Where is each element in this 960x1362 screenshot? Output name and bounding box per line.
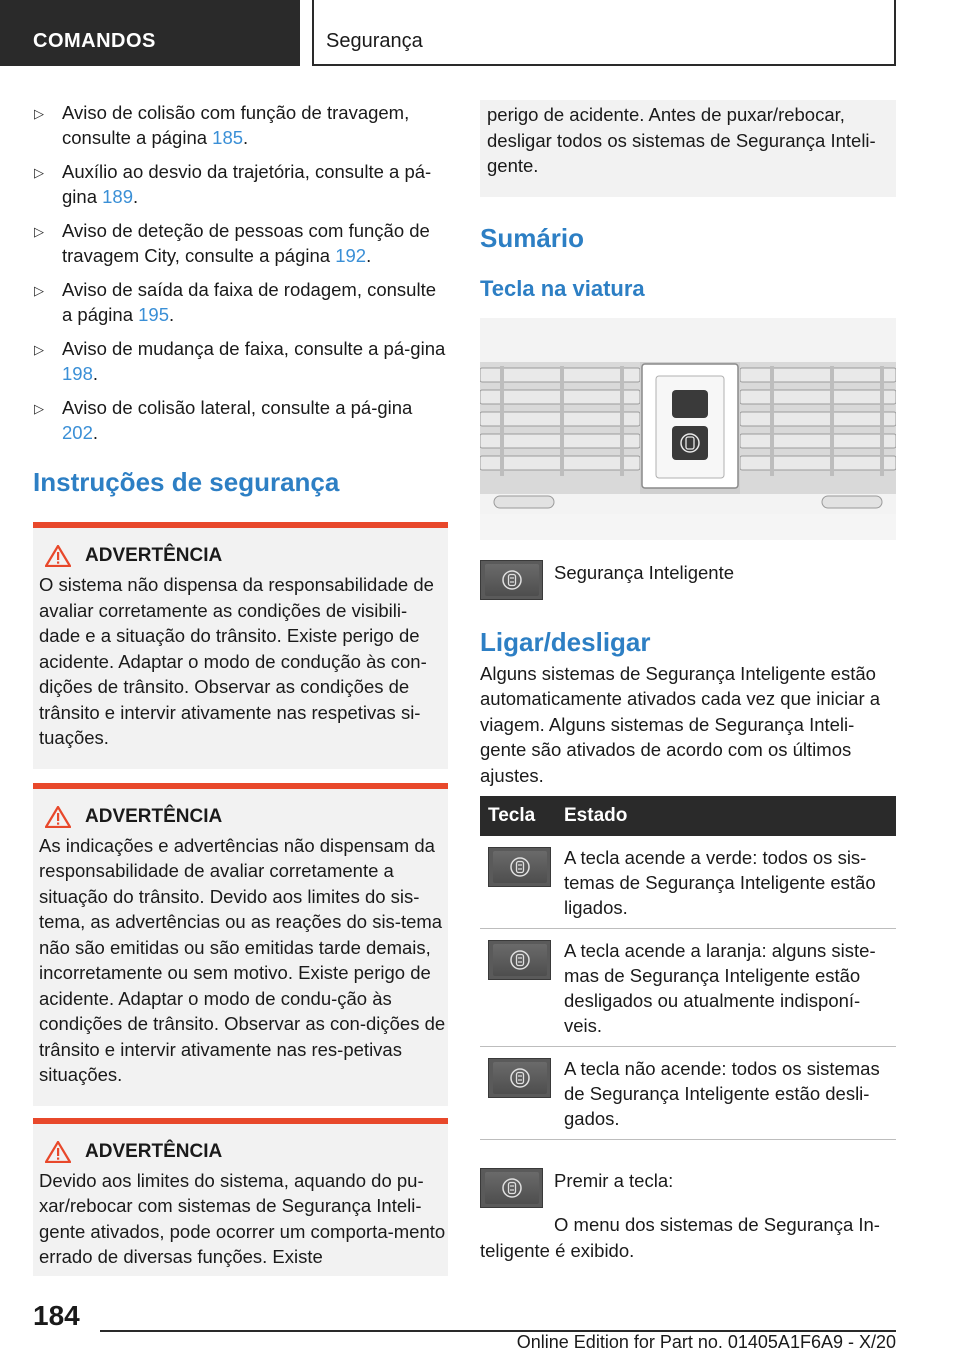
warning-triangle-icon xyxy=(45,806,71,828)
triangle-bullet-icon: ▷ xyxy=(34,342,44,357)
warning-triangle-icon xyxy=(45,1141,71,1163)
warning-box xyxy=(33,522,448,769)
section-tab xyxy=(0,0,300,66)
triangle-bullet-icon: ▷ xyxy=(34,106,44,121)
table-header-key: Tecla xyxy=(480,796,564,836)
list-item: ▷ Aviso de mudança de faixa, consulte a pá-gina 198. xyxy=(34,338,446,384)
page-link[interactable]: 202 xyxy=(62,422,93,443)
list-item: ▷ Aviso de colisão lateral, consulte a pá-gina 202. xyxy=(34,397,413,443)
edition-note: Online Edition for Part no. 01405A1F6A9 - X/20 xyxy=(516,1332,896,1352)
press-result: O menu dos sistemas de Segurança In-teligente é exibido. xyxy=(480,1214,880,1261)
page-link[interactable]: 192 xyxy=(335,245,367,266)
topic-tab xyxy=(312,0,896,66)
triangle-bullet-icon: ▷ xyxy=(34,283,44,298)
triangle-bullet-icon: ▷ xyxy=(34,224,44,239)
warning-title: ADVERTÊNCIA xyxy=(85,545,223,566)
page-number: 184 xyxy=(33,1300,80,1331)
safety-key-icon xyxy=(488,940,551,980)
key-status-table xyxy=(480,796,896,1140)
page-link[interactable]: 198 xyxy=(62,363,93,384)
continued-warning: perigo de acidente. Antes de puxar/rebocar, desligar todos os sistemas de Segurança Inteli-gente. xyxy=(480,100,896,197)
state-text: A tecla não acende: todos os sistemas de Segurança Inteligente estão desli-gados. xyxy=(564,1047,896,1140)
vent-button-photo xyxy=(480,318,896,540)
list-item: ▷ Auxílio ao desvio da trajetória, consulte a pá-gina 189. xyxy=(34,161,432,207)
onoff-heading: Ligar/desligar xyxy=(480,626,651,657)
topic-title: Segurança xyxy=(326,30,423,52)
warning-text: Devido aos limites do sistema, aquando do pu-xar/rebocar com sistemas de Segurança Inteli-gente ativados, pode ocorrer um comporta-mento errado de diversas funções. Existe xyxy=(39,1169,446,1267)
safety-heading: Instruções de segurança xyxy=(33,467,340,497)
page-link[interactable]: 189 xyxy=(102,186,133,207)
state-text: A tecla acende a laranja: alguns siste-mas de Segurança Inteligente estão desligados ou atualmente indisponí-veis. xyxy=(564,929,896,1047)
key-heading: Tecla na viatura xyxy=(480,275,645,301)
warning-box xyxy=(33,783,448,1106)
warning-text: O sistema não dispensa da responsabilidade de avaliar corretamente as condições de visibili-dade e a situação do trânsito. Existe perigo de acidente. Adaptar o modo de condução às con-dições de trânsito. Observar as condições de trânsito e intervir ativamente nas respetivas si-tuações. xyxy=(39,574,434,748)
warning-title: ADVERTÊNCIA xyxy=(85,1140,223,1162)
table-row xyxy=(480,929,896,1047)
safety-key-icon xyxy=(480,560,543,600)
press-label: Premir a tecla: xyxy=(554,1170,674,1191)
table-row xyxy=(480,1047,896,1140)
triangle-bullet-icon: ▷ xyxy=(34,165,44,180)
triangle-bullet-icon: ▷ xyxy=(34,401,44,416)
list-item: ▷ Aviso de colisão com função de travagem, consulte a página 185. xyxy=(34,102,410,148)
safety-key-icon xyxy=(488,847,551,887)
section-title: COMANDOS xyxy=(33,30,156,52)
table-row xyxy=(480,836,896,929)
warning-text: As indicações e advertências não dispensam da responsabilidade de avaliar corretamente a situação do trânsito. Devido aos limites do sis-tema, as advertências ou as reações do sis-tema não são emitidas ou são emitidas tarde demais, incorretamente ou sem motivo. Existe perigo de acidente. Adaptar o modo de condu-ção às condições de trânsito. Observar as con-dições de trânsito e intervir ativamente nas res-petivas situações. xyxy=(39,834,446,1085)
table-header-state: Estado xyxy=(564,796,896,836)
summary-heading: Sumário xyxy=(480,222,585,253)
warning-triangle-icon xyxy=(45,545,71,567)
list-item: ▷ Aviso de deteção de pessoas com função de travagem City, consulte a página 192. xyxy=(34,220,430,266)
left-column xyxy=(33,100,448,1276)
right-column xyxy=(480,100,896,1263)
list-item: ▷ Aviso de saída da faixa de rodagem, consulte a página 195. xyxy=(34,279,437,325)
page-link[interactable]: 195 xyxy=(138,304,169,325)
warning-title: ADVERTÊNCIA xyxy=(85,805,223,827)
safety-key-icon xyxy=(480,1168,543,1208)
page-link[interactable]: 185 xyxy=(212,127,244,148)
onoff-text: Alguns sistemas de Segurança Inteligente estão automaticamente ativados cada vez que iniciar a viagem. Alguns sistemas de Segurança Inteli-gente são ativados de acordo com os últimos ajustes. xyxy=(480,662,881,786)
function-list xyxy=(33,100,448,445)
state-text: A tecla acende a verde: todos os sis-temas de Segurança Inteligente estão ligados. xyxy=(564,836,896,929)
dashboard-vent-image xyxy=(480,318,896,540)
warning-box xyxy=(33,1118,448,1276)
safety-key-icon xyxy=(488,1058,551,1098)
key-caption: Segurança Inteligente xyxy=(554,561,734,583)
